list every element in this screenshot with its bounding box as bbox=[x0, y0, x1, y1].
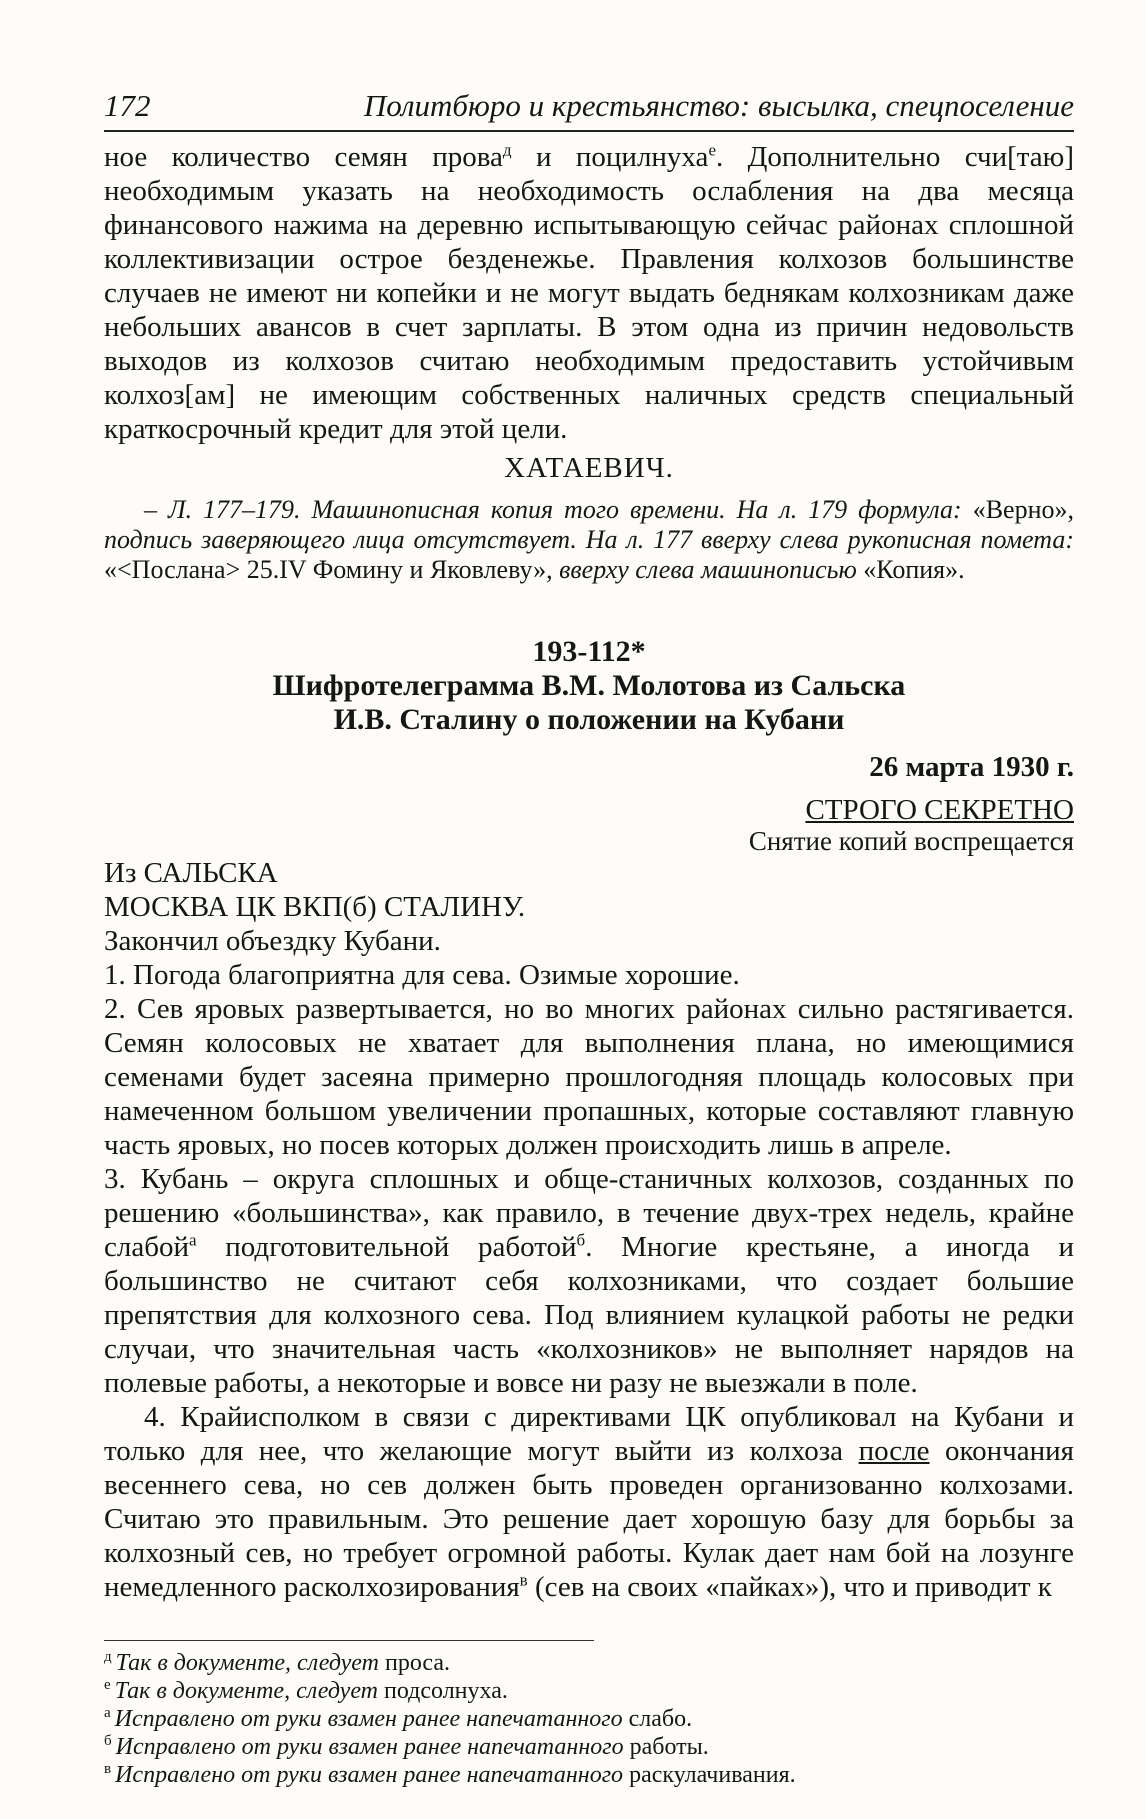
telegram-item-4 bbox=[104, 1400, 1074, 1604]
continuation-paragraph bbox=[104, 140, 1074, 446]
footnote-ref: в bbox=[519, 1570, 528, 1590]
footnote-plain: раскулачивания. bbox=[623, 1762, 796, 1788]
archival-note bbox=[104, 495, 1074, 585]
footnote-ref: д bbox=[502, 140, 512, 160]
footnote-italic: Исправлено от руки взамен ранее напечатанного bbox=[115, 1734, 624, 1760]
classification-text: СТРОГО СЕКРЕТНО bbox=[805, 794, 1074, 826]
footnote bbox=[104, 1677, 1074, 1705]
footnote-plain: работы. bbox=[623, 1734, 709, 1760]
footnote-plain: подсолнуха. bbox=[378, 1678, 508, 1704]
footnote-italic: Так в документе, следует bbox=[114, 1678, 378, 1704]
footnote-plain: слабо. bbox=[622, 1706, 693, 1732]
text-run: (сев на своих «пайках»), что и приводит к bbox=[527, 1571, 1052, 1603]
document-number: 193-112* bbox=[532, 635, 646, 668]
telegram-intro: Закончил объездку Кубани. bbox=[104, 925, 441, 957]
footnote bbox=[104, 1733, 1074, 1761]
footnote-mark: б bbox=[104, 1733, 112, 1749]
running-title: Политбюро и крестьянство: высылка, спецпоселение bbox=[363, 88, 1074, 123]
archival-italic: – Л. 177–179. Машинописная копия того времени. На л. 179 формула: bbox=[144, 495, 962, 524]
footnote bbox=[104, 1761, 1074, 1789]
archival-plain: «<Послана> 25.IV Фомину и Яковлеву», bbox=[104, 555, 560, 584]
footnote-divider bbox=[104, 1640, 594, 1641]
telegram-from: Из САЛЬСКА bbox=[104, 857, 278, 889]
archival-italic: подпись заверяющего лица отсутствует. На л. 177 вверху слева рукописная помета: bbox=[104, 525, 1074, 554]
footnote-ref: а bbox=[189, 1230, 197, 1250]
footnote bbox=[104, 1705, 1074, 1733]
footnote-mark: д bbox=[104, 1649, 112, 1665]
text-run: подготовительной работой bbox=[196, 1231, 577, 1263]
document-title-line-1: Шифротелеграмма В.М. Молотова из Сальска bbox=[272, 669, 906, 702]
telegram-item-2: 2. Сев яровых развертывается, но во многих районах сильно растягивается. Семян колосовых не хватает для выполнения плана, но имеющимися семенами будет засеяна примерно прошлогодняя площадь колосовых при намеченном большом увеличении пропашных, которые составляют главную часть яровых, но посев которых должен происходить лишь в апреле. bbox=[104, 993, 1074, 1161]
page-number: 172 bbox=[104, 88, 151, 123]
telegram-body bbox=[104, 856, 1074, 1604]
footnote-mark: е bbox=[104, 1677, 111, 1693]
archival-plain: «Копия». bbox=[856, 555, 965, 584]
text-run: окончания весеннего сева, но сев должен быть проведен организованно колхозами. Считаю это правильным. Это решение дает хорошую базу для борьбы за колхозный сев, но требует огромной работы. Кулак дает нам бой на лозунге немедленного расколхозирования bbox=[104, 1435, 1074, 1603]
text-run: . Дополнительно счи[таю] необходимым указать на необходимость ослабления на два месяца финансового нажима на деревню испытывающую сейчас районах сплошной коллективизации острое безденежье. Правления колхозов большинстве случаев не имеют ни копейки и не могут выдать беднякам колхозникам даже небольших авансов в счет зарплаты. В этом одна из причин недовольств выходов из колхозов считаю необходимым предоставить устойчивым колхоз[ам] не имеющим собственных наличных средств специальный краткосрочный кредит для этой цели. bbox=[104, 141, 1075, 445]
footnote-plain: проса. bbox=[378, 1650, 451, 1676]
document-date: 26 марта 1930 г. bbox=[869, 751, 1074, 783]
document-title-line-2: И.В. Сталину о положении на Кубани bbox=[333, 703, 845, 736]
telegram-to: МОСКВА ЦК ВКП(б) СТАЛИНУ. bbox=[104, 891, 526, 923]
text-run: и поцилнуха bbox=[511, 141, 709, 173]
footnote-italic: Исправлено от руки взамен ранее напечатанного bbox=[115, 1762, 624, 1788]
telegram-item-1: 1. Погода благоприятна для сева. Озимые хорошие. bbox=[104, 959, 740, 991]
text-run: ное количество семян прова bbox=[104, 141, 503, 173]
text-run: . Многие крестьяне, а иногда и большинство не считают себя колхозниками, что создает большие препятствия для колхозного сева. Под влиянием кулацкой работы не редки случаи, что значительная часть «колхозников» не выполняет нарядов на полевые работы, а некоторые и вовсе ни разу не выезжали в поле. bbox=[104, 1231, 1074, 1399]
archival-italic: вверху слева машинописью bbox=[559, 555, 857, 584]
copy-restriction: Снятие копий воспрещается bbox=[748, 826, 1074, 856]
telegram-item-3 bbox=[104, 1162, 1074, 1400]
footnotes bbox=[104, 1649, 1074, 1789]
footnote-ref: е bbox=[708, 140, 716, 160]
footnote-mark: а bbox=[104, 1705, 111, 1721]
underlined-word: после bbox=[858, 1435, 930, 1467]
classification-stamp bbox=[104, 794, 1074, 826]
text-run: 4. Крайисполком в связи с директивами ЦК опубликовал на Кубани и только для нее, что желающие могут выйти из колхоза bbox=[104, 1401, 1074, 1467]
signature: ХАТАЕВИЧ. bbox=[504, 452, 674, 484]
footnote-ref: б bbox=[576, 1230, 586, 1250]
footnote-italic: Исправлено от руки взамен ранее напечатанного bbox=[114, 1706, 623, 1732]
text-run: 3. Кубань – округа сплошных и обще-станичных колхозов, созданных по решению «большинства», как правило, в течение двух-трех недель, крайне слабой bbox=[104, 1163, 1074, 1263]
archival-plain: «Верно», bbox=[961, 495, 1075, 524]
continuation-text bbox=[104, 140, 1074, 446]
footnote-mark: в bbox=[104, 1761, 112, 1777]
footnote-italic: Так в документе, следует bbox=[115, 1650, 379, 1676]
page-content bbox=[104, 88, 1074, 1789]
running-header bbox=[104, 88, 1074, 132]
footnote bbox=[104, 1649, 1074, 1677]
